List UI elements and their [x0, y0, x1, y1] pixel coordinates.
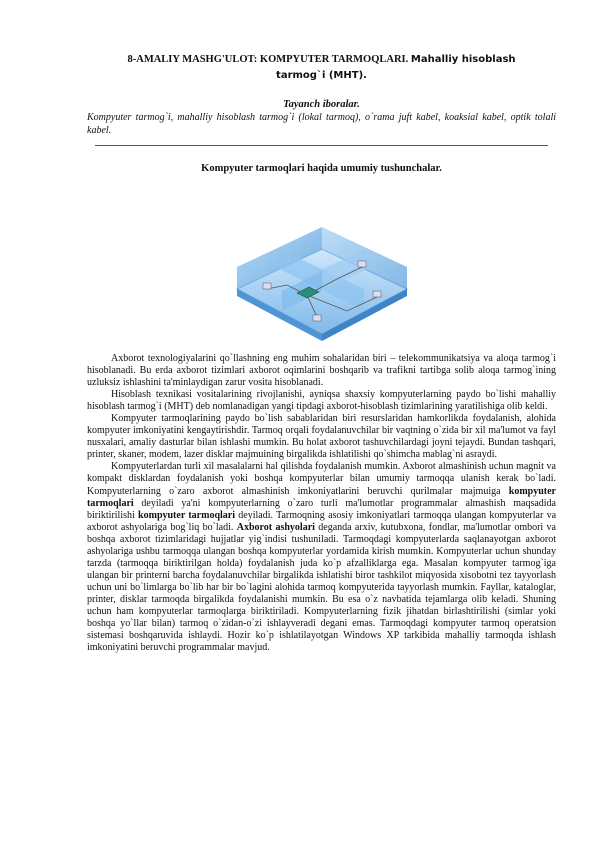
body-text	[87, 353, 556, 654]
network-building-illustration	[227, 219, 417, 349]
paragraph-text: Axborot texnologiyalarini qo`llashning eng muhim sohalaridan biri – telekommunikatsiya va aloqa tarmog`i hisoblanadi. Bu erda axborot tizimlari axborot oqimlarini boshqarib va trafikni tartibga solib aloqa tarmog`ining uzluksiz ishlashini ta'minlaydigan zarur vosita hisoblanadi.	[87, 353, 556, 389]
title-line-2: tarmog`i (MHT).	[276, 70, 367, 81]
title-line-1: 8-AMALIY MASHG'ULOT: KOMPYUTER TARMOQLARI.	[127, 54, 409, 65]
section-heading: Kompyuter tarmoqlari haqida umumiy tushunchalar.	[201, 163, 442, 174]
paragraph-text: deganda arxiv, kutubxona, fondlar, ma'lumotlar ombori va boshqa axborot tizimlaridagi hujjatlar yig`indisi tushuniladi. Tarmoqdagi kompyuterlarda saqlanayotgan axborot ashyolariga ushbu tarmoqqa ulangan boshqa kompyuterlar yordamida kirish mumkin. Kompyuterlar uchun shunday tarzda (tarmoqqa biriktirilgan holda) foydalanish juda ko`p afzalliklarga ega. Masalan kompyuter tarmog`iga ulangan bir printerni barcha foydalanuvchilar birgalikda ishlatishi biror tashkilot miqyosida xisobotni tez tayyorlash uchun uni bo`limlarga bo`lib har bir bo`lagini alohida tarmoq kompyuterida tayyorlash mumkin. Fayllar, kataloglar, printer, disklar tarmoqda birgalikda foydalanishi mumkin. Bu esa o`z navbatida tejamlarga olib keladi. Shuning uchun ham kompyuterlar tarmoqlarga biriktiriladi. Kompyuterlarning fizik jihatdan birlashtirilishi (simlar yoki boshqa yo`llar bilan) tarmoq o`zidan-o`zi ishlayveradi degani emas. Tarmoqdagi kompyuter tarmoq operatsion sistemasi boshqaruvida ishlaydi. Hozir ko`p ishlatilayotgan Windows XP tarkibida mahalliy tarmoqda ishlash imkoniyatini beruvchi programmalar mavjud.	[87, 521, 556, 654]
paragraph-text: Hisoblash texnikasi vositalarining rivojlanishi, ayniqsa shaxsiy kompyuterlarning paydo bo`lishi mahalliy hisoblash tarmog`i (MHT) deb nomlanadigan yangi tipdagi axborot-hisoblash tizimlarining yaratilishiga olib keldi.	[87, 389, 556, 413]
document-page	[87, 52, 556, 654]
computer-icon	[313, 315, 321, 321]
title-line-1b: Mahalliy hisoblash	[410, 54, 516, 65]
keywords-text: Kompyuter tarmog`i, mahalliy hisoblash tarmog`i (lokal tarmoq), o`rama juft kabel, koaksial kabel, optik tolali kabel.	[87, 112, 556, 136]
computer-icon	[373, 291, 381, 297]
network-illustration-svg	[227, 219, 417, 349]
paragraph-text: deyiladi. Tarmoqning asosiy imkoniyatlari tarmoqqa ulangan kompyuterlar va axborot ashyolariga bog`liq bo`ladi.	[87, 509, 557, 533]
divider	[95, 145, 548, 146]
computer-icon	[263, 283, 271, 289]
paragraph-text: Kompyuterlardan turli xil masalalarni hal qilishda foydalanish mumkin. Axborot almashinish uchun magnit va kompakt disklardan foydalanish yoki boshqa kompyuterlar bilan umumiy tarmoqqa ulanish kerak bo`ladi. Kompyuterlarning o`zaro axborot almashinish imkoniyatlarini beruvchi qurilmalar majmuiga	[87, 461, 556, 497]
paragraph	[87, 413, 556, 461]
paragraph-text: deyiladi ya'ni kompyuterlarning o`zaro turli ma'lumotlar programmalar almashish maqsadida biriktirilishi	[87, 497, 556, 521]
paragraph	[87, 461, 556, 654]
page-title	[87, 52, 556, 84]
bold-term: Axborot ashyolari	[236, 521, 315, 533]
bold-term: kompyuter tarmoqlari	[138, 509, 236, 521]
computer-icon	[358, 261, 366, 267]
bold-term: kompyuter tarmoqlari	[87, 485, 556, 509]
paragraph	[87, 389, 556, 413]
paragraph-text: Kompyuter tarmoqlarining paydo bo`lish sabablaridan biri resurslaridan hamkorlikda foydalanish, alohida kompyuter imkoniyatini kengaytirishdir. Tarmoq orqali foydalanuvchilar bir vaqtning o`zida bir xil ma'lumot va fayl nusxalari, amaliy dasturlar bilan ishlashi mumkin. Bu holat axborot tashuvchilardagi joyni tejaydi. Bundan tashqari, printer, skaner, modem, lazer disklar majmuining birgalikda ishlatilishi qo`shimcha mablag`ni asraydi.	[87, 413, 556, 461]
keywords-heading: Tayanch iboralar.	[283, 99, 360, 110]
paragraph	[87, 353, 556, 389]
